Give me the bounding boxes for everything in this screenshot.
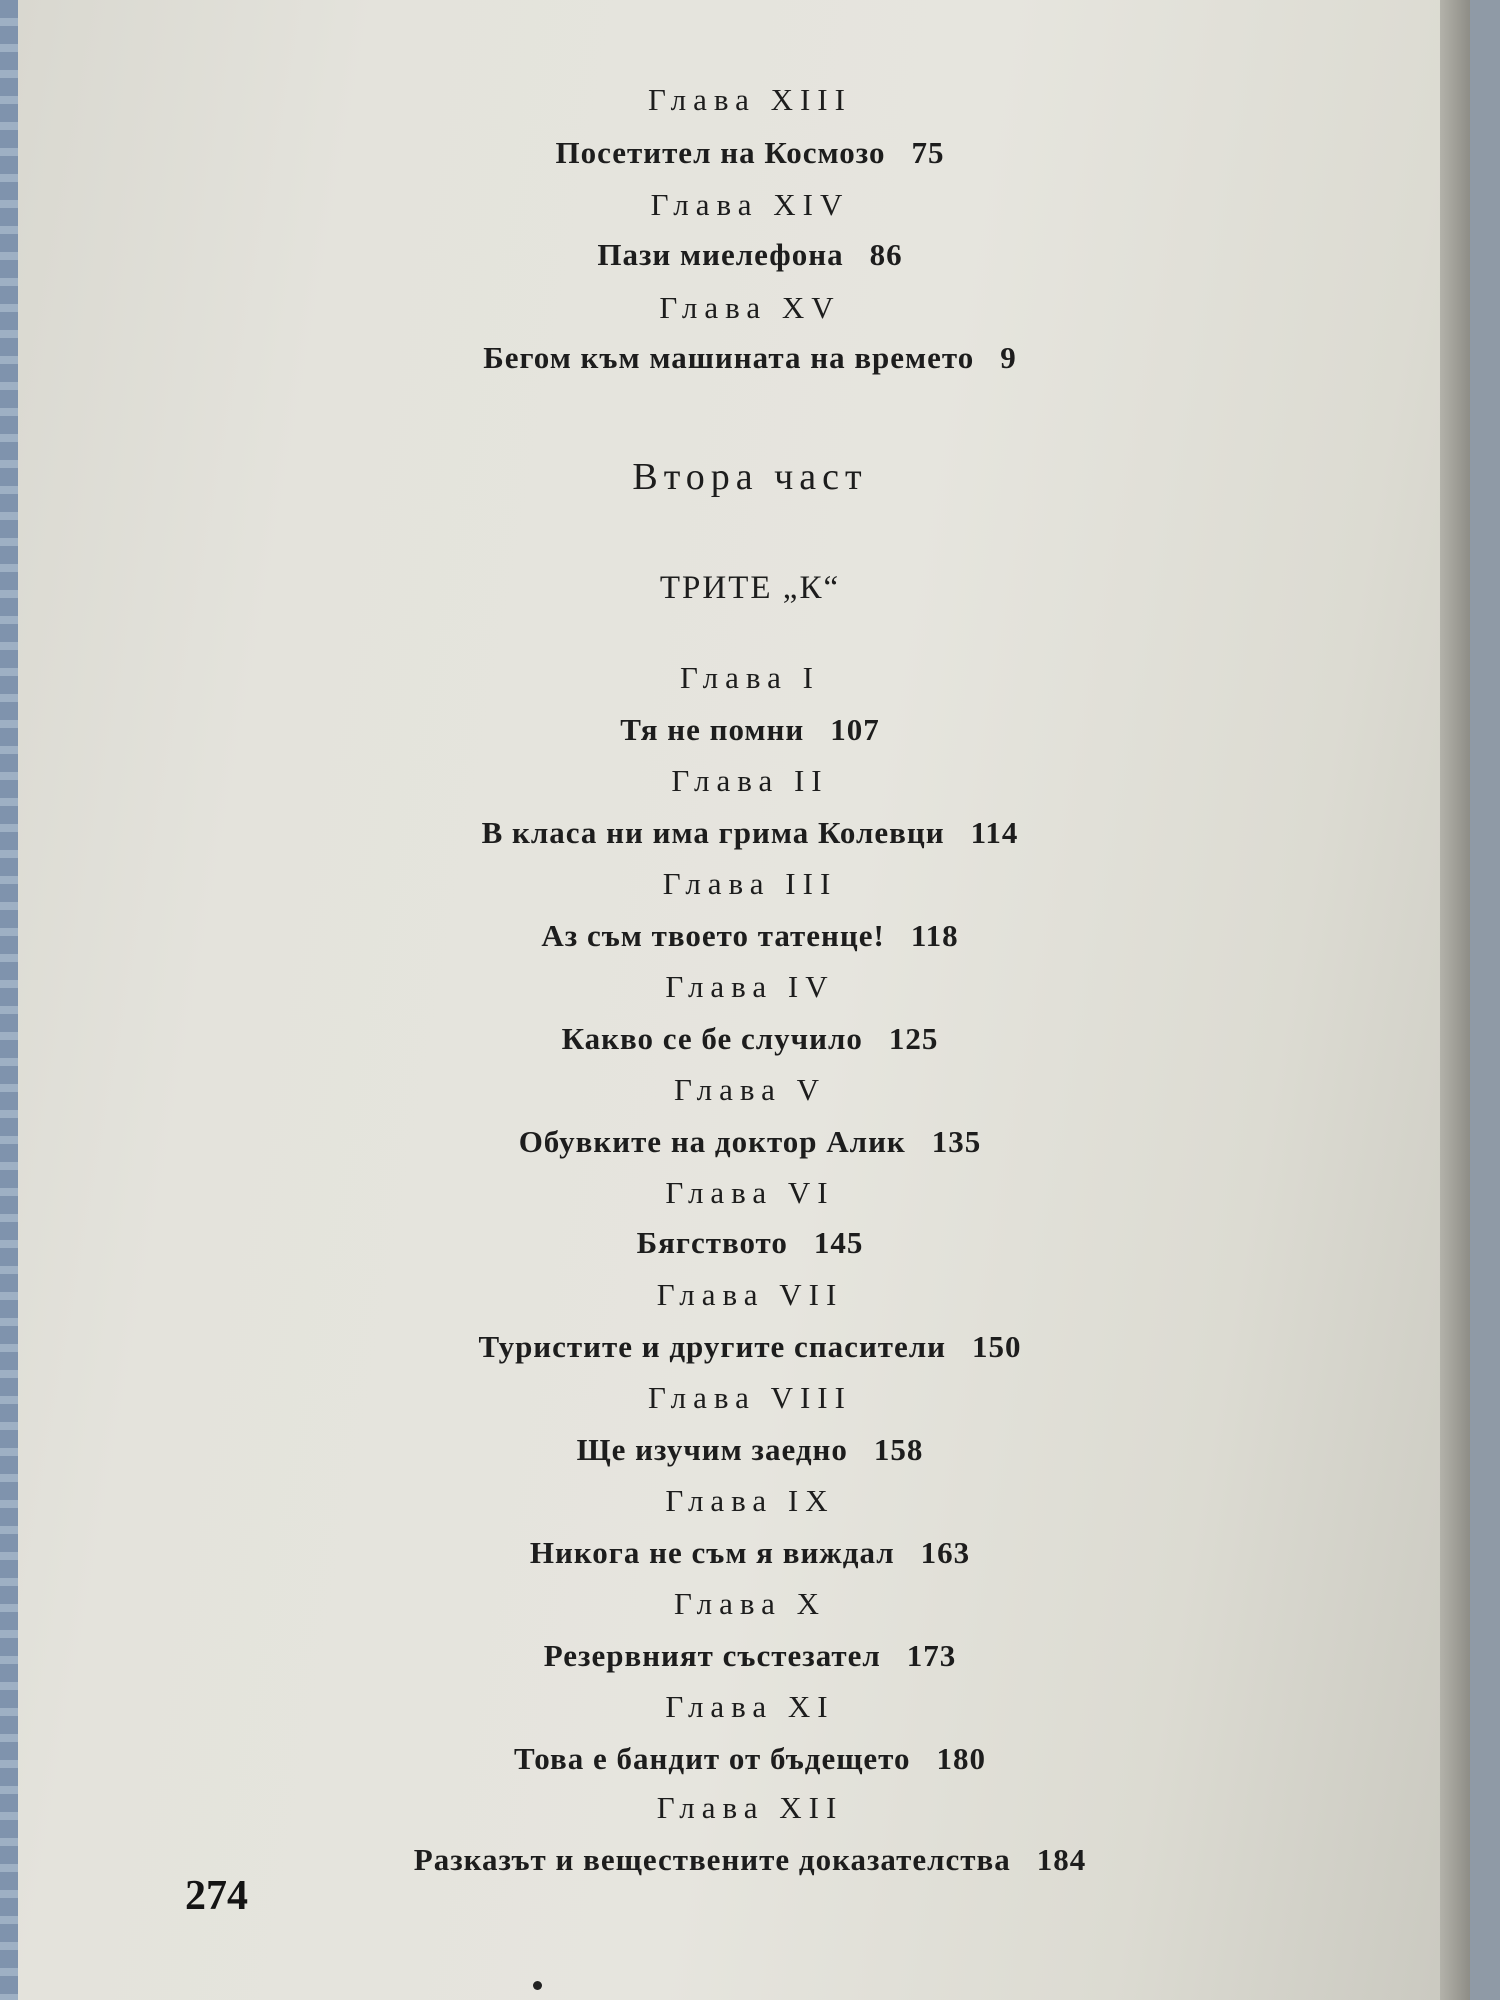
toc-entry <box>0 1638 1500 1674</box>
entry-title: Пази миелефона <box>597 237 844 272</box>
toc-entry <box>0 237 1500 273</box>
toc-entry <box>0 712 1500 748</box>
entry-page-number: 158 <box>873 1432 924 1467</box>
section-heading: ТРИТЕ „К“ <box>659 570 841 606</box>
chapter-heading: Глава VI <box>665 1175 835 1210</box>
entry-title: Обувките на доктор Алик <box>518 1124 906 1159</box>
chapter-heading: Глава II <box>671 763 829 798</box>
toc-entry <box>0 1124 1500 1160</box>
entry-page-number: 150 <box>972 1329 1022 1364</box>
entry-title: Това е бандит от бъдещето <box>514 1741 911 1776</box>
chapter-heading: Глава X <box>674 1586 826 1621</box>
toc-entry <box>0 1329 1500 1365</box>
entry-title: Разказът и веществените доказателства <box>413 1842 1011 1877</box>
entry-title: В класа ни има грима Колевци <box>481 815 945 850</box>
toc-entry <box>0 1741 1500 1777</box>
ink-speck <box>533 1981 542 1990</box>
page-folio-number: 274 <box>185 1873 248 1919</box>
toc-entry <box>0 815 1500 851</box>
toc-entry <box>0 1432 1500 1468</box>
entry-title: Бегом към машината на времето <box>483 340 975 375</box>
entry-title: Туристите и другите спасители <box>478 1329 947 1364</box>
entry-page-number: 125 <box>888 1021 939 1056</box>
entry-page-number: 107 <box>830 712 880 747</box>
chapter-heading: Глава VII <box>656 1277 844 1312</box>
toc-entry <box>0 1535 1500 1571</box>
entry-page-number: 184 <box>1036 1842 1087 1877</box>
chapter-heading: Глава VIII <box>648 1380 852 1415</box>
chapter-heading: Глава III <box>662 866 838 901</box>
chapter-heading: Глава IX <box>665 1483 835 1518</box>
entry-title: Ще изучим заедно <box>576 1432 848 1467</box>
chapter-heading: Глава XIII <box>648 82 852 117</box>
entry-title: Какво се бе случило <box>561 1021 863 1056</box>
entry-title: Тя не помни <box>620 712 805 747</box>
entry-title: Резервният състезател <box>543 1638 881 1673</box>
chapter-heading: Глава XI <box>665 1689 835 1724</box>
entry-page-number: 86 <box>869 237 903 272</box>
entry-title: Бягството <box>636 1225 788 1260</box>
entry-title: Аз съм твоето татенце! <box>541 918 885 953</box>
entry-page-number: 173 <box>906 1638 957 1673</box>
toc-entry <box>0 340 1500 376</box>
chapter-heading: Глава XII <box>656 1790 844 1825</box>
entry-page-number: 180 <box>936 1741 986 1776</box>
entry-page-number: 114 <box>970 815 1019 850</box>
entry-page-number: 118 <box>910 918 959 953</box>
chapter-heading: Глава XIV <box>650 187 850 222</box>
entry-page-number: 163 <box>920 1535 971 1570</box>
toc-entry <box>0 918 1500 954</box>
toc-entry <box>0 1021 1500 1057</box>
entry-title: Никога не съм я виждал <box>529 1535 895 1570</box>
entry-title: Посетител на Космозо <box>555 135 886 170</box>
chapter-heading: Глава IV <box>665 969 835 1004</box>
chapter-heading: Глава I <box>680 660 820 695</box>
toc-entry <box>0 1225 1500 1261</box>
chapter-heading: Глава XV <box>659 290 841 325</box>
toc-entry <box>0 135 1500 171</box>
entry-page-number: 135 <box>931 1124 982 1159</box>
entry-page-number: 9 <box>1000 340 1017 375</box>
entry-page-number: 145 <box>813 1225 864 1260</box>
chapter-heading: Глава V <box>674 1072 826 1107</box>
part-heading: Втора част <box>632 456 868 498</box>
entry-page-number: 75 <box>911 135 945 170</box>
